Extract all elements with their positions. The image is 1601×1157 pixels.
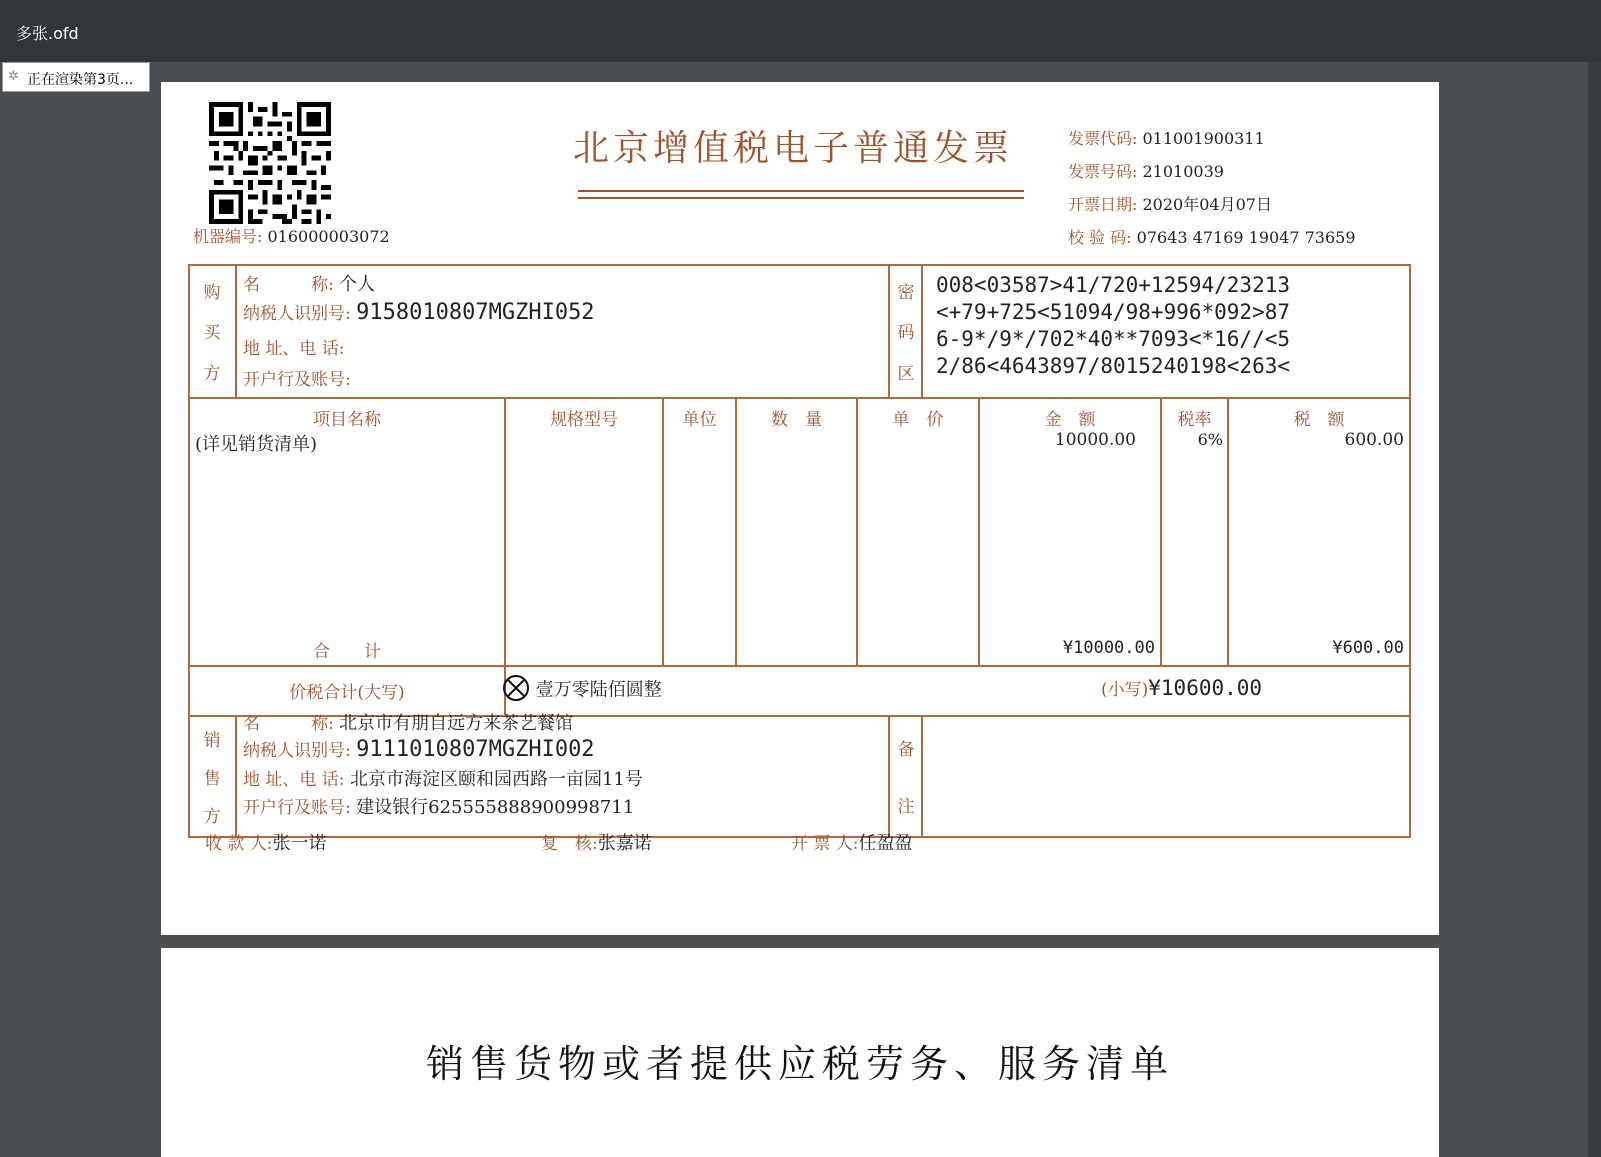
title-bar [0, 0, 1601, 62]
loading-indicator [2, 62, 150, 92]
payee: 收 款 人:张一诺 [205, 833, 327, 854]
row-rate: 6% [1197, 430, 1223, 449]
buyer-bank-row: 开户行及账号: [243, 370, 351, 390]
total-amount: ¥10000.00 [1062, 638, 1155, 658]
title-underline [578, 190, 1024, 192]
list-title: 销售货物或者提供应税劳务、服务清单 [425, 1042, 1174, 1086]
row-amount: 10000.00 [1054, 430, 1136, 450]
list-page [161, 948, 1439, 1157]
col-unit: 单位 [682, 410, 717, 430]
table-border [235, 715, 237, 838]
spinner-icon: ✲ [8, 69, 19, 84]
invoice-number: 发票号码: 21010039 [1068, 162, 1224, 181]
seller-taxid-row: 纳税人识别号: 9111010807MGZHI002 [243, 737, 595, 762]
total-tax: ¥600.00 [1332, 638, 1404, 658]
invoice-date: 开票日期: 2020年04月07日 [1068, 195, 1272, 214]
remarks-label: 备 注 [897, 740, 915, 817]
table-border [188, 264, 190, 838]
seller-address-row: 地 址、电 话: 北京市海淀区颐和园西路一亩园11号 [243, 769, 643, 790]
table-border [504, 397, 506, 717]
seller-name-row: 名 称: 北京市有朋自远方来茶艺餐馆 [243, 713, 574, 734]
grand-total-lower: (小写)¥10600.00 [1101, 676, 1263, 700]
buyer-address-row: 地 址、电 话: [243, 339, 345, 359]
buyer-taxid-row: 纳税人识别号: 9158010807MGZHI052 [243, 300, 595, 325]
cross-circle-icon [502, 674, 530, 707]
scrollbar[interactable] [1588, 62, 1601, 1157]
col-price: 单 价 [892, 410, 944, 430]
row-item-name: (详见销货清单) [195, 434, 318, 455]
col-item-name: 项目名称 [313, 410, 381, 430]
col-qty: 数 量 [771, 410, 822, 430]
table-border [735, 397, 737, 667]
seller-section-label: 销 售 方 [203, 730, 221, 827]
col-tax: 税 额 [1293, 410, 1345, 430]
grand-total-upper: 壹万零陆佰圆整 [502, 674, 662, 707]
total-label: 合 计 [313, 642, 381, 662]
cipher-section-label: 密 码 区 [897, 282, 915, 385]
table-border [1409, 264, 1411, 838]
col-rate: 税率 [1177, 410, 1212, 430]
reviewer: 复 核:张嘉诺 [541, 833, 652, 854]
col-spec: 规格型号 [550, 410, 618, 430]
buyer-name-row: 名 称: 个人 [243, 274, 376, 295]
window-title: 多张.ofd [16, 24, 79, 43]
invoice-title: 北京增值税电子普通发票 [573, 128, 1014, 169]
invoice-code: 发票代码: 011001900311 [1068, 129, 1265, 148]
loading-text: 正在渲染第3页... [27, 72, 134, 88]
machine-no: 机器编号: 016000003072 [193, 227, 390, 246]
table-border [188, 264, 1411, 266]
cipher-text: 008<03587>41/720+12594/23213 <+79+725<51094/98+996*092>87 6-9*/9*/702*40**7093<*16//<5 2/86<4643897/8015240198<263< [936, 273, 1291, 378]
qr-code [209, 102, 331, 224]
seller-bank-row: 开户行及账号: 建设银行625555888900998711 [243, 797, 635, 818]
row-tax: 600.00 [1344, 430, 1404, 450]
col-amount: 金 额 [1044, 410, 1096, 430]
grand-total-label: 价税合计(大写) [289, 683, 405, 703]
buyer-section-label: 购 买 方 [203, 282, 221, 385]
table-border [235, 264, 237, 399]
table-border [662, 397, 664, 667]
table-border [856, 397, 858, 667]
title-underline [578, 197, 1024, 199]
check-code: 校 验 码: 07643 47169 19047 73659 [1068, 228, 1356, 247]
invoice-page [161, 82, 1439, 935]
issuer: 开 票 人:任盈盈 [791, 833, 913, 854]
